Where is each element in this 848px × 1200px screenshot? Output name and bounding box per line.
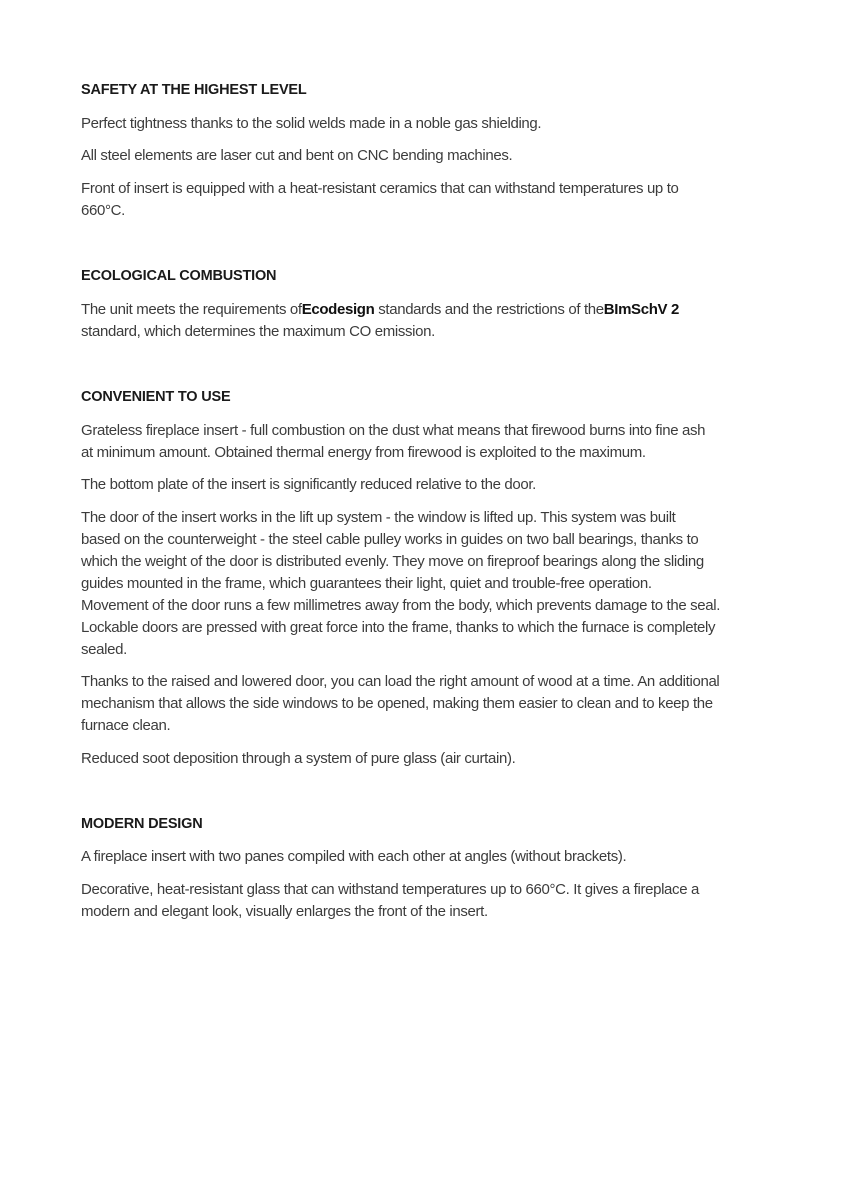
text-line: at minimum amount. Obtained thermal energy from firewood is exploited to the maximum. — [81, 444, 646, 461]
paragraph — [81, 846, 626, 868]
paragraph — [81, 507, 720, 661]
text-line: Decorative, heat-resistant glass that can withstand temperatures up to 660°C. It gives a fireplace a — [81, 881, 700, 898]
section-heading-ecological: ECOLOGICAL COMBUSTION — [81, 268, 277, 284]
text-run: standards and the restrictions of the — [374, 301, 604, 318]
text-line: The bottom plate of the insert is significantly reduced relative to the door. — [81, 476, 536, 493]
text-line: 660°C. — [81, 202, 125, 219]
bold-term-ecodesign: Ecodesign — [301, 301, 375, 318]
text-line: Front of insert is equipped with a heat-resistant ceramics that can withstand temperatures up to — [81, 180, 679, 197]
text-line: A fireplace insert with two panes compiled with each other at angles (without brackets). — [81, 848, 627, 865]
paragraph — [81, 420, 705, 464]
text-line: based on the counterweight - the steel cable pulley works in guides on two ball bearings, thanks to — [81, 531, 699, 548]
paragraph — [81, 178, 679, 222]
paragraph — [81, 671, 719, 737]
bold-term-bimschv: BImSchV 2 — [603, 301, 679, 318]
paragraph — [81, 474, 536, 496]
text-line — [81, 299, 679, 321]
paragraph — [81, 145, 512, 167]
section-heading-modern: MODERN DESIGN — [81, 816, 203, 832]
paragraph — [81, 748, 515, 770]
text-line: furnace clean. — [81, 717, 171, 734]
section-heading-convenient: CONVENIENT TO USE — [81, 389, 231, 405]
paragraph — [81, 879, 699, 923]
text-line: modern and elegant look, visually enlarges the front of the insert. — [81, 903, 488, 920]
text-line: standard, which determines the maximum CO emission. — [81, 323, 435, 340]
text-line: Grateless fireplace insert - full combustion on the dust what means that firewood burns into fine ash — [81, 422, 706, 439]
text-line: The door of the insert works in the lift up system - the window is lifted up. This system was built — [81, 509, 676, 526]
text-line: sealed. — [81, 641, 127, 658]
text-line: Perfect tightness thanks to the solid welds made in a noble gas shielding. — [81, 115, 542, 132]
text-line: guides mounted in the frame, which guarantees their light, quiet and trouble-free operation. — [81, 575, 652, 592]
text-line: Movement of the door runs a few millimetres away from the body, which prevents damage to the seal. — [81, 597, 721, 614]
text-line: Lockable doors are pressed with great force into the frame, thanks to which the furnace is completely — [81, 619, 716, 636]
text-line: mechanism that allows the side windows to be opened, making them easier to clean and to keep the — [81, 695, 713, 712]
paragraph — [81, 299, 679, 343]
text-line: which the weight of the door is distributed evenly. They move on fireproof bearings along the sliding — [81, 553, 704, 570]
text-line: All steel elements are laser cut and bent on CNC bending machines. — [81, 147, 513, 164]
text-line: Thanks to the raised and lowered door, you can load the right amount of wood at a time. An additional — [81, 673, 720, 690]
text-run: The unit meets the requirements of — [81, 301, 302, 318]
paragraph — [81, 113, 541, 135]
section-heading-safety: SAFETY AT THE HIGHEST LEVEL — [81, 82, 307, 98]
text-line: Reduced soot deposition through a system of pure glass (air curtain). — [81, 750, 516, 767]
